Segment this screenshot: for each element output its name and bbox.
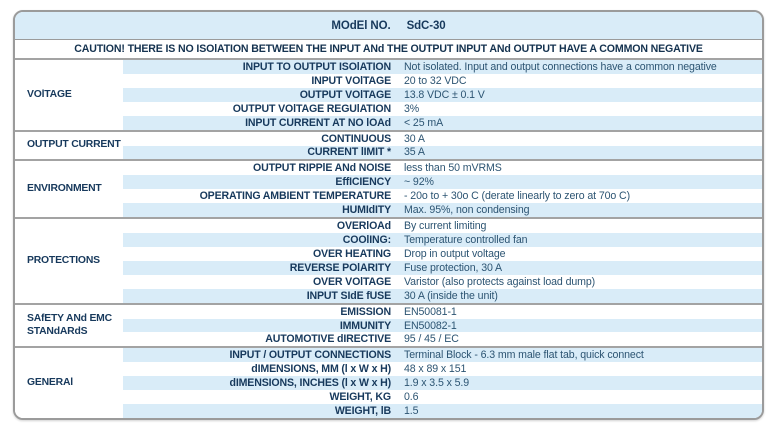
spec-row: [123, 146, 762, 160]
spec-row: [123, 289, 762, 303]
section-label: PROTECTIONS: [15, 219, 123, 303]
spec-attribute: dIMENSIONS, MM (l x W x H): [251, 363, 391, 376]
spec-value: Terminal Block - 6.3 mm male flat tab, quick connect: [404, 349, 644, 362]
spec-attribute: COOlING:: [342, 234, 391, 246]
spec-value: less than 50 mVRMS: [404, 162, 502, 175]
spec-row: [123, 332, 762, 346]
model-number-value: SdC-30: [406, 19, 446, 32]
spec-row: [123, 275, 762, 289]
spec-attribute: OUTPUT RIPPlE ANd NOISE: [252, 162, 391, 175]
section-label: ENVIRONMENT: [15, 161, 123, 217]
spec-row: [123, 88, 762, 102]
spec-row: [123, 362, 762, 376]
section-rows: [123, 348, 762, 418]
spec-attribute: OVER VOlTAGE: [312, 275, 391, 288]
spec-section: [15, 346, 762, 418]
spec-attribute: EMISSION: [340, 305, 391, 318]
spec-section: [15, 217, 762, 303]
spec-row: [123, 376, 762, 390]
spec-row: [123, 219, 762, 233]
section-rows: [123, 219, 762, 303]
spec-attribute: CONTINUOUS: [321, 132, 391, 145]
spec-row: [123, 348, 762, 362]
spec-row: [123, 319, 762, 333]
spec-attribute: OPERATING AMBIENT TEMPERATURE: [199, 190, 391, 203]
section-label: VOlTAGE: [15, 60, 123, 130]
spec-value: Not isolated. Input and output connections have a common negative: [404, 60, 717, 73]
section-rows: [123, 60, 762, 130]
spec-value: Fuse protection, 30 A: [404, 261, 503, 274]
spec-attribute: INPUT SIdE fUSE: [306, 289, 391, 302]
spec-value: 20 to 32 VDC: [404, 74, 467, 87]
spec-row: [123, 247, 762, 261]
section-rows: [123, 305, 762, 347]
spec-section: [15, 159, 762, 217]
spec-row: [123, 203, 762, 217]
spec-attribute: WEIGHT, KG: [329, 391, 391, 404]
spec-attribute: INPUT / OUTPUT CONNECTIONS: [229, 349, 391, 362]
spec-attribute: INPUT VOlTAGE: [311, 74, 391, 87]
spec-attribute: EffICIENCY: [335, 176, 391, 189]
spec-value: - 20o to + 30o C (derate linearly to zero at 70o C): [404, 190, 631, 203]
spec-value: 30 A (inside the unit): [404, 289, 498, 302]
model-number-label: MOdEl NO.: [331, 19, 391, 32]
spec-row: [123, 175, 762, 189]
model-header-row: [15, 12, 762, 39]
spec-value: 48 x 89 x 151: [404, 363, 467, 376]
spec-row: [123, 102, 762, 116]
spec-table: [13, 10, 764, 420]
spec-value: By current limiting: [404, 220, 487, 233]
spec-sections: [15, 58, 762, 418]
spec-row: [123, 60, 762, 74]
spec-attribute: INPUT TO OUTPUT ISOlATION: [242, 60, 391, 73]
spec-row: [123, 261, 762, 275]
section-label: GENERAl: [15, 348, 123, 418]
spec-value: 1.5: [404, 405, 419, 418]
spec-value: EN50082-1: [404, 319, 457, 332]
spec-value: 30 A: [404, 132, 425, 145]
spec-attribute: OUTPUT VOlTAGE REGUlATION: [232, 102, 391, 115]
spec-value: Temperature controlled fan: [404, 234, 528, 246]
spec-row: [123, 161, 762, 175]
spec-row: [123, 390, 762, 404]
section-rows: [123, 161, 762, 217]
spec-value: 3%: [404, 102, 420, 115]
spec-attribute: WEIGHT, lB: [334, 405, 391, 418]
spec-attribute: OVER HEATING: [312, 247, 391, 260]
spec-value: 35 A: [404, 146, 425, 159]
spec-section: [15, 130, 762, 160]
spec-attribute: HUMIdITY: [342, 204, 391, 217]
spec-value: EN50081-1: [404, 305, 457, 318]
section-rows: [123, 132, 762, 160]
caution-banner: [15, 39, 762, 58]
spec-value: 1.9 x 3.5 x 5.9: [404, 377, 470, 390]
spec-attribute: INPUT CURRENT AT NO lOAd: [245, 116, 391, 129]
spec-value: Max. 95%, non condensing: [404, 204, 530, 217]
spec-row: [123, 132, 762, 146]
spec-value: 13.8 VDC ± 0.1 V: [404, 88, 485, 101]
section-label: SAfETY ANd EMC STANdARdS: [15, 305, 123, 347]
spec-value: ~ 92%: [404, 176, 434, 189]
spec-row: [123, 116, 762, 130]
spec-attribute: REVERSE POlARITY: [289, 261, 391, 274]
spec-row: [123, 404, 762, 418]
caution-text: CAUTION! THERE IS NO ISOlATION BETWEEN THE INPUT ANd THE OUTPUT INPUT ANd OUTPUT HAVE A COMMON NEGATIVE: [74, 43, 703, 55]
spec-row: [123, 74, 762, 88]
spec-row: [123, 189, 762, 203]
spec-value: 0.6: [404, 391, 419, 404]
spec-value: Varistor (also protects against load dump): [404, 275, 596, 288]
spec-value: Drop in output voltage: [404, 247, 506, 260]
spec-attribute: CURRENT lIMIT *: [307, 146, 391, 159]
spec-attribute: IMMUNITY: [339, 319, 391, 332]
spec-section: [15, 58, 762, 130]
spec-row: [123, 305, 762, 319]
spec-value: 95 / 45 / EC: [404, 333, 459, 346]
spec-value: < 25 mA: [404, 116, 444, 129]
spec-row: [123, 233, 762, 247]
spec-attribute: AUTOMOTIVE dIRECTIVE: [265, 333, 391, 346]
section-label: OUTPUT CURRENT: [15, 132, 123, 160]
spec-section: [15, 303, 762, 347]
spec-attribute: dIMENSIONS, INCHES (l x W x H): [229, 377, 391, 390]
spec-attribute: OUTPUT VOlTAGE: [299, 88, 391, 101]
spec-attribute: OVERlOAd: [336, 220, 391, 233]
